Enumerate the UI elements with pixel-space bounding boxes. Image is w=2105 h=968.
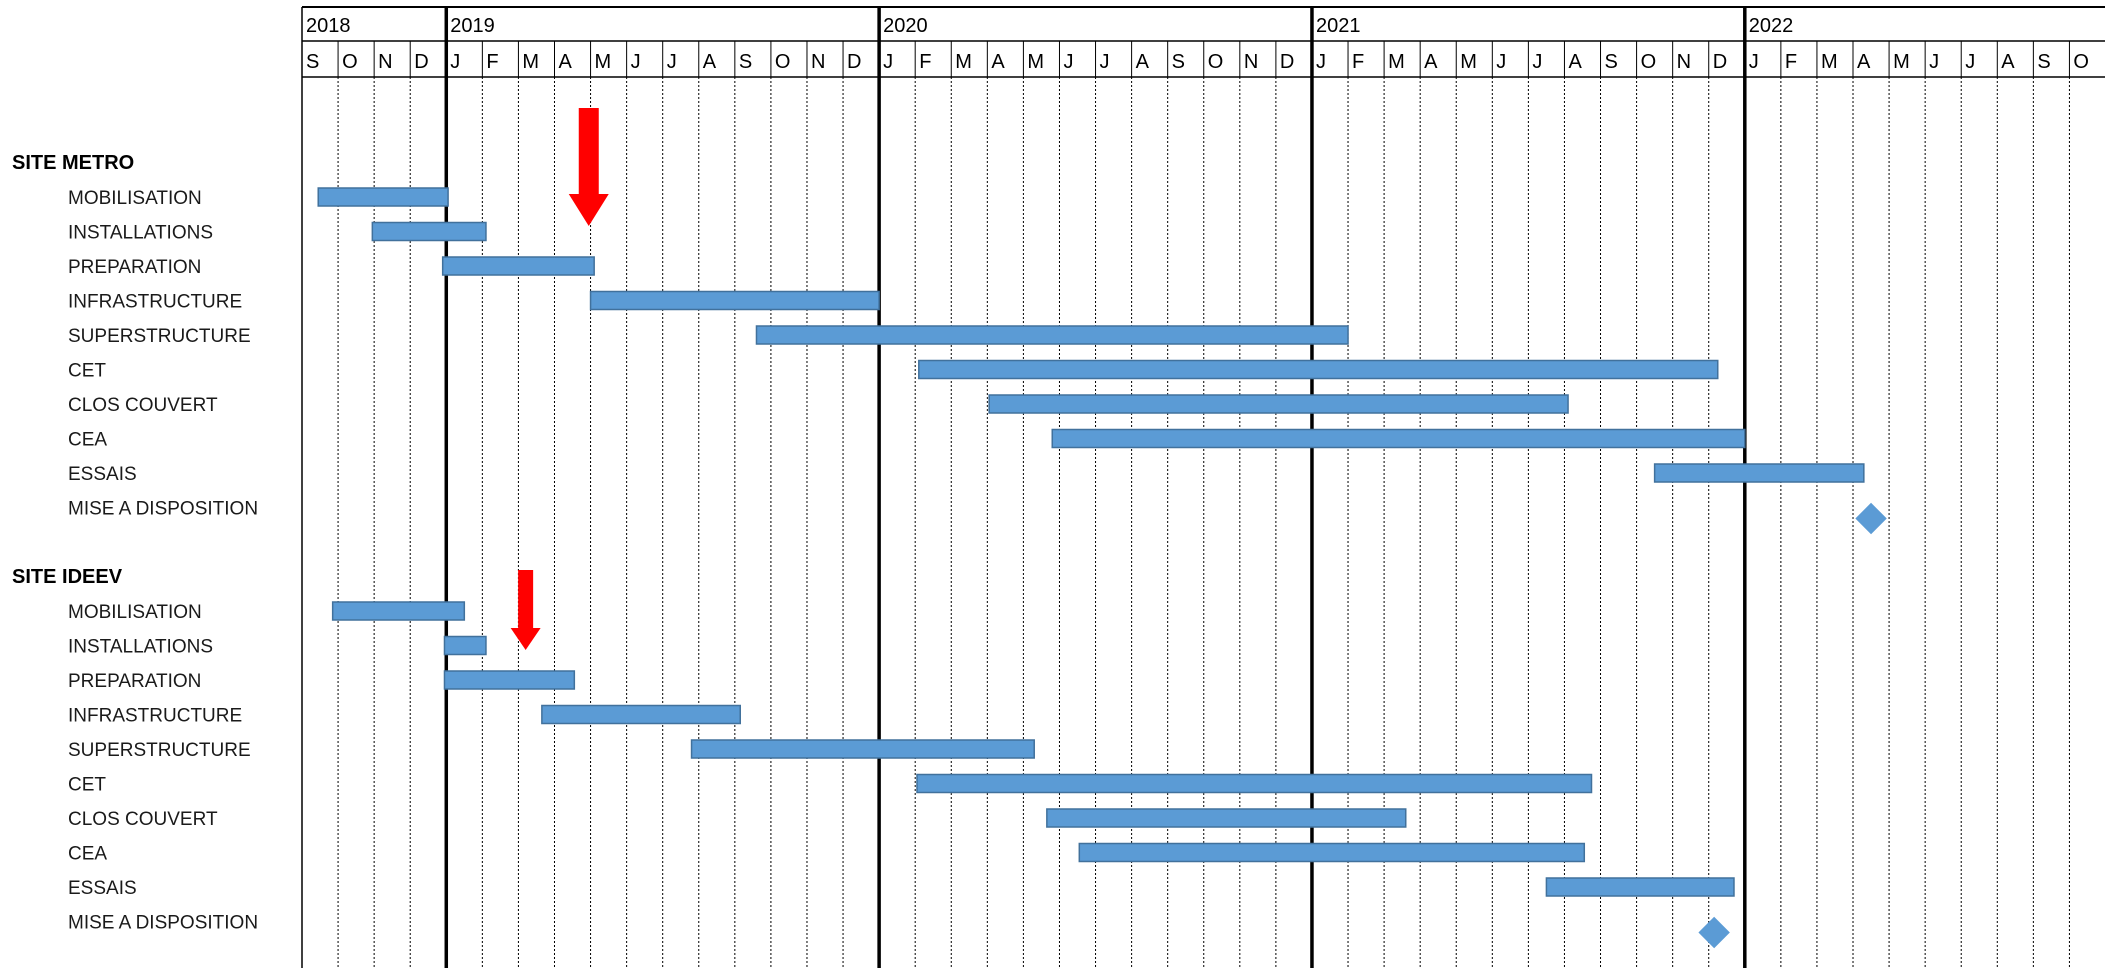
year-label: 2020 <box>883 15 928 37</box>
year-label: 2022 <box>1748 15 1794 37</box>
milestone-diamond <box>1699 918 1729 948</box>
task-bar <box>318 188 448 206</box>
task-bar <box>444 637 485 655</box>
task-label: INSTALLATIONS <box>68 222 213 244</box>
month-label: D <box>1279 51 1295 73</box>
month-label: F <box>1784 51 1798 73</box>
task-label: MOBILISATION <box>68 188 202 209</box>
task-bar <box>333 602 465 620</box>
month-label: A <box>2001 51 2015 73</box>
year-label: 2018 <box>306 15 351 37</box>
month-label: S <box>2037 51 2051 73</box>
task-bar <box>1079 844 1584 862</box>
month-label: D <box>414 51 429 73</box>
task-bar <box>372 223 486 241</box>
month-label: N <box>1243 51 1259 73</box>
month-label: S <box>1604 51 1618 73</box>
year-label: 2019 <box>450 15 495 37</box>
month-label: D <box>847 51 862 73</box>
month-label: D <box>1712 51 1728 73</box>
milestone-diamond <box>1856 504 1886 534</box>
month-label: A <box>702 51 717 73</box>
task-labels <box>12 152 258 934</box>
month-label: M <box>955 51 972 73</box>
month-label: A <box>1424 51 1438 73</box>
task-bar <box>1052 430 1745 448</box>
task-label: ESSAIS <box>68 464 137 485</box>
month-label: S <box>306 51 320 73</box>
month-label: M <box>522 51 540 73</box>
task-label: MISE A DISPOSITION <box>68 912 259 934</box>
section-label: SITE IDEEV <box>12 566 123 588</box>
task-label: PREPARATION <box>68 671 202 692</box>
task-bar <box>989 395 1568 413</box>
progress-arrow <box>569 108 609 226</box>
month-label: A <box>558 51 572 73</box>
year-label: 2021 <box>1315 15 1361 37</box>
month-label: M <box>1820 51 1838 73</box>
task-bar <box>444 671 574 689</box>
task-bar <box>443 257 594 275</box>
task-label: MOBILISATION <box>68 602 202 623</box>
month-label: J <box>666 51 677 73</box>
month-label: M <box>1388 51 1405 73</box>
task-bar <box>591 292 880 310</box>
task-bar <box>1047 809 1406 827</box>
month-label: F <box>919 51 932 73</box>
month-label: A <box>991 51 1005 73</box>
month-label: M <box>1460 51 1477 73</box>
month-label: M <box>1027 51 1045 73</box>
month-label: O <box>1207 51 1224 73</box>
month-label: J <box>1965 51 1976 73</box>
task-label: INSTALLATIONS <box>68 636 213 658</box>
task-bar <box>1655 464 1864 482</box>
progress-arrow <box>511 570 541 650</box>
task-bar <box>542 706 740 724</box>
task-label: CLOS COUVERT <box>68 809 218 830</box>
month-label: J <box>1496 51 1507 73</box>
month-label: F <box>1352 51 1365 73</box>
month-label: J <box>1748 51 1759 73</box>
month-label: A <box>1857 51 1871 73</box>
task-bar <box>692 740 1035 758</box>
task-bar <box>1546 878 1734 896</box>
task-label: MISE A DISPOSITION <box>68 498 259 520</box>
task-label: CEA <box>68 843 108 865</box>
month-label: J <box>1315 51 1326 73</box>
section-label: SITE METRO <box>12 152 135 174</box>
task-label: CLOS COUVERT <box>68 395 218 416</box>
task-label: CET <box>68 360 106 382</box>
month-label: S <box>738 51 753 73</box>
month-label: J <box>1099 51 1110 73</box>
task-label: INFRASTRUCTURE <box>68 705 243 727</box>
month-label: M <box>1893 51 1910 73</box>
task-label: CET <box>68 774 106 796</box>
month-label: O <box>342 51 358 73</box>
month-label: N <box>810 51 826 73</box>
month-label: J <box>1063 51 1074 73</box>
task-bar <box>756 326 1348 344</box>
month-label: O <box>774 51 791 73</box>
month-label: O <box>1640 51 1657 73</box>
month-label: O <box>2073 51 2089 73</box>
month-label: A <box>1568 51 1582 73</box>
month-label: S <box>1171 51 1186 73</box>
month-label: N <box>378 51 393 73</box>
progress-markers <box>511 108 609 650</box>
month-label: J <box>883 51 894 73</box>
month-label: J <box>450 51 461 73</box>
month-label: F <box>486 51 499 73</box>
task-label: ESSAIS <box>68 878 137 899</box>
month-label: M <box>594 51 612 73</box>
task-label: SUPERSTRUCTURE <box>68 326 251 347</box>
task-bars <box>318 188 1886 948</box>
month-label: J <box>630 51 641 73</box>
month-label: J <box>1929 51 1940 73</box>
task-label: SUPERSTRUCTURE <box>68 740 251 761</box>
month-label: A <box>1135 51 1149 73</box>
task-bar <box>917 775 1592 793</box>
task-bar <box>919 361 1718 379</box>
month-label: J <box>1532 51 1543 73</box>
task-label: PREPARATION <box>68 257 202 278</box>
month-label: N <box>1676 51 1692 73</box>
task-label: CEA <box>68 429 108 451</box>
task-label: INFRASTRUCTURE <box>68 291 243 313</box>
